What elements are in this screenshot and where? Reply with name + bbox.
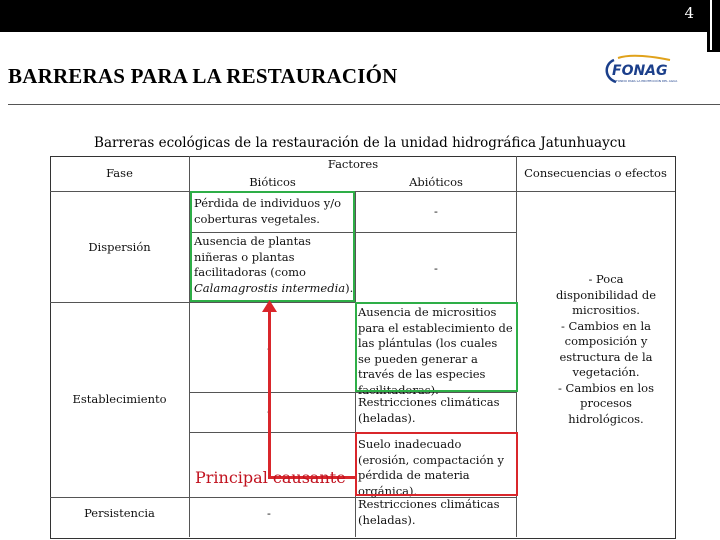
green-highlight-bioticos (190, 191, 355, 302)
title-divider (8, 104, 720, 105)
establecimiento-abiotico-2: Restricciones climáticas (heladas). (358, 395, 500, 425)
principal-causante-label: Principal causante (195, 468, 346, 487)
grid-line (50, 191, 190, 192)
dispersion-abiotico-1: - (434, 204, 438, 218)
fase-establecimiento: Establecimiento (72, 392, 167, 406)
top-bar (0, 0, 707, 32)
header-abioticos: Abióticos (409, 175, 463, 189)
header-bioticos: Bióticos (249, 175, 296, 189)
persistencia-abiotico: Restricciones climáticas (heladas). (358, 497, 500, 527)
green-highlight-micrositios (355, 302, 518, 392)
fase-persistencia: Persistencia (84, 506, 155, 520)
dispersion-abiotico-2: - (434, 261, 438, 275)
dispersion-biotico-2-text: Ausencia de plantas niñeras o plantas facilitadoras (como (194, 234, 311, 279)
page-number: 4 (684, 4, 694, 22)
table-caption: Barreras ecológicas de la restauración de la unidad hidrográfica Jatunhuaycu (94, 135, 626, 151)
fonag-logo (600, 52, 680, 90)
logo-text: FONAG (612, 63, 668, 79)
header-consecuencias: Consecuencias o efectos (524, 166, 667, 180)
header-factores: Factores (327, 157, 379, 171)
arrow-head-icon (262, 300, 277, 312)
establecimiento-abiotico-1: Ausencia de micrositios para el establecimiento de las plántulas (los cuales se pueden generar a través de las especies facilitadoras). (358, 305, 513, 397)
fase-dispersion: Dispersión (88, 240, 151, 254)
persistencia-biotico: - (267, 506, 271, 520)
red-highlight-suelo (355, 432, 518, 496)
grid-line (517, 191, 675, 192)
consecuencias-text: - Poca disponibilidad de micrositios. - Cambios en la composición y estructura de la vegetación. - Cambios en los procesos hidrológicos. (555, 272, 657, 426)
establecimiento-abiotico-3: Suelo inadecuado (erosión, compactación y pérdida de materia orgánica). (358, 437, 504, 498)
top-bar-edge (707, 0, 720, 52)
dispersion-biotico-2-end: ). (345, 280, 354, 295)
arrow-shaft (268, 308, 271, 478)
slide-title: BARRERAS PARA LA RESTAURACIÓN (8, 64, 398, 88)
dispersion-biotico-1: Pérdida de individuos y/o coberturas vegetales. (194, 196, 342, 226)
dispersion-biotico-2-species: Calamagrostis intermedia (194, 280, 346, 295)
logo-subtext: FONDO PARA LA PROTECCIÓN DEL AGUA (616, 79, 678, 83)
edge-line (710, 0, 712, 50)
header-fase: Fase (106, 166, 133, 180)
